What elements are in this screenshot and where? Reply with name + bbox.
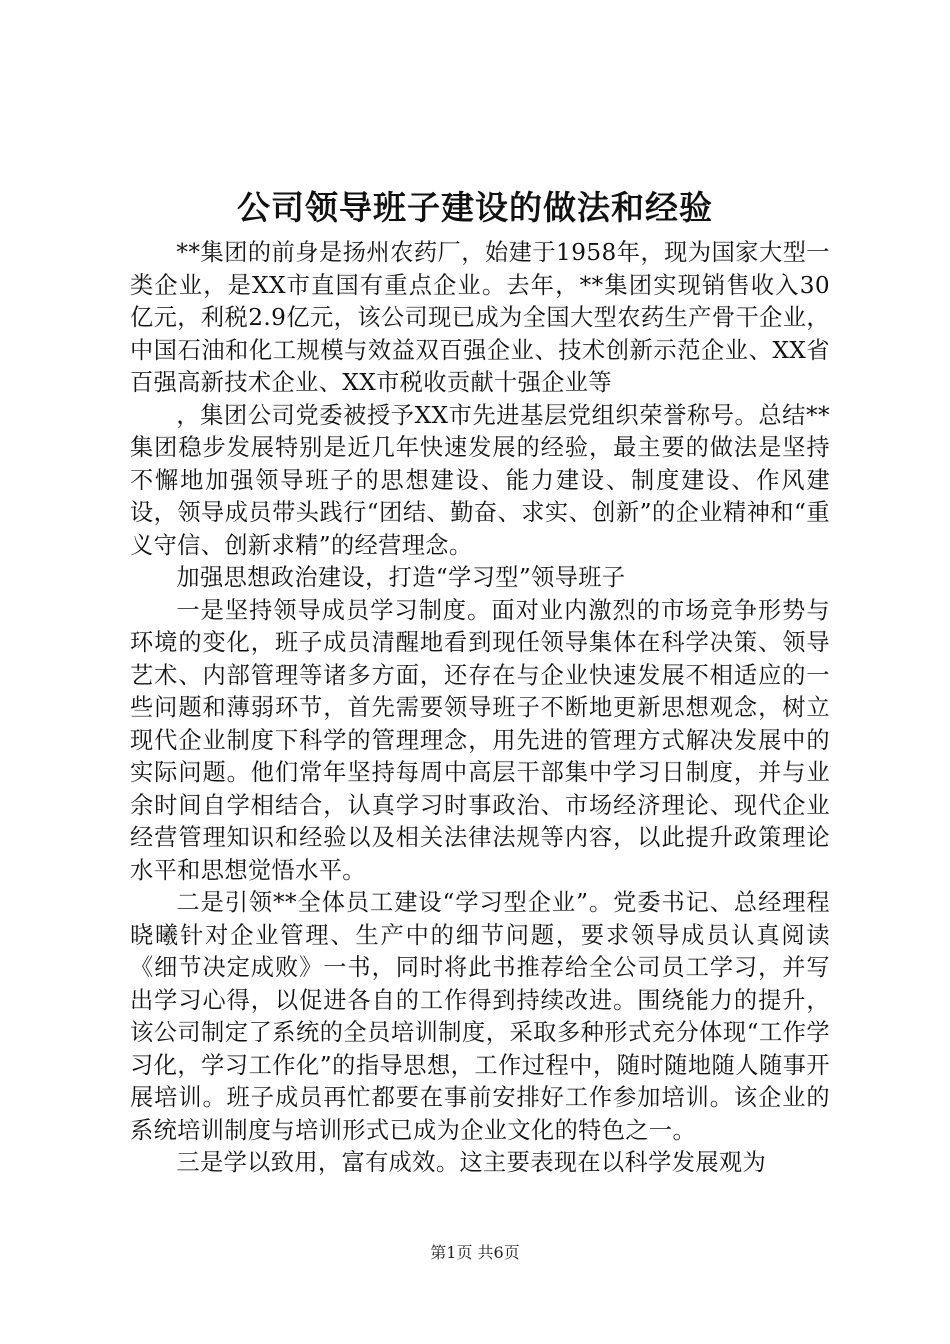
paragraph-point-three: 三是学以致用，富有成效。这主要表现在以科学发展观为 (176, 1149, 767, 1176)
page-number-footer: 第1页 共6页 (430, 1243, 520, 1262)
paragraph-point-two: 二是引领**全体员工建设“学习型企业”。党委书记、总经理程晓曦针对企业管理、生产中的细节问题，要求领导成员认真阅读《细节决定成败》一书，同时将此书推荐给全公司员工学习，并写出学习心得，以促进各自的工作得到持续改进。围绕能力的提升，该公司制定了系统的全员培训制度，采取多种形式充分体现“工作学习化，学习工作化”的指导思想，工作过程中，随时随地随人随事开展培训。班子成员再忙都要在事前安排好工作参加培训。该企业的系统培训制度与培训形式已成为企业文化的特色之一。 (130, 889, 830, 1144)
document-title: 公司领导班子建设的做法和经验 (237, 188, 713, 227)
paragraph-point-one: 一是坚持领导成员学习制度。面对业内激烈的市场竞争形势与环境的变化，班子成员清醒地看到现任领导集体在科学决策、领导艺术、内部管理等诸多方面，还存在与企业快速发展不相适应的一些问题和薄弱环节，首先需要领导班子不断地更新思想观念，树立现代企业制度下科学的管理理念，用先进的管理方式解决发展中的实际问题。他们常年坚持每周中高层干部集中学习日制度，并与业余时间自学相结合，认真学习时事政治、市场经济理论、现代企业经营管理知识和经验以及相关法律法规等内容，以此提升政策理论水平和思想觉悟水平。 (130, 596, 830, 884)
document-body (130, 237, 830, 1180)
paragraph-summary: ，集团公司党委被授予XX市先进基层党组织荣誉称号。总结**集团稳步发展特别是近几年快速发展的经验，最主要的做法是坚持不懈地加强领导班子的思想建设、能力建设、制度建设、作风建设，领导成员带头践行“团结、勤奋、求实、创新”的企业精神和“重义守信、创新求精”的经营理念。 (130, 401, 830, 559)
paragraph-intro: **集团的前身是扬州农药厂，始建于1958年，现为国家大型一类企业，是XX市直国有重点企业。去年，**集团实现销售收入30亿元，利税2.9亿元，该公司现已成为全国大型农药生产骨干企业，中国石油和化工规模与效益双百强企业、技术创新示范企业、XX省百强高新技术企业、XX市税收贡献十强企业等 (130, 239, 830, 396)
section-heading: 加强思想政治建设，打造“学习型”领导班子 (176, 564, 626, 591)
